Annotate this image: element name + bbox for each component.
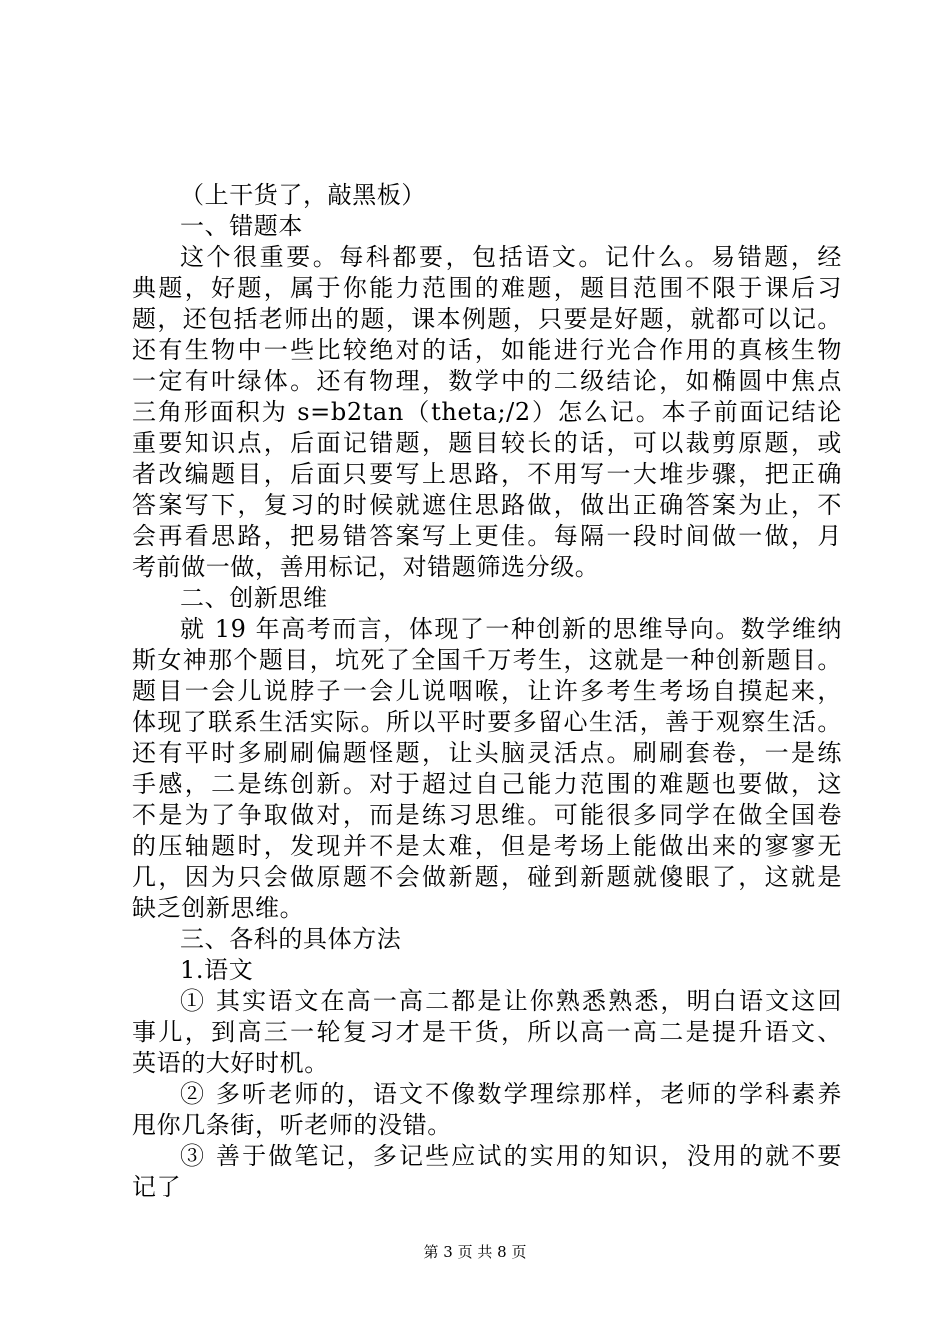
text-line: 题目一会儿说脖子一会儿说咽喉，让许多考生考场自摸起来，: [132, 677, 842, 705]
text-line: ① 其实语文在高一高二都是让你熟悉熟悉，明白语文这回: [180, 987, 842, 1015]
section-heading: 三、各科的具体方法: [180, 925, 402, 953]
text-line: （上干货了，敲黑板）: [180, 181, 426, 209]
text-line: 几，因为只会做原题不会做新题，碰到新题就傻眼了，这就是: [132, 863, 842, 891]
text-line: 斯女神那个题目，坑死了全国千万考生，这就是一种创新题目。: [132, 646, 842, 674]
page-number-footer: 第 3 页 共 8 页: [423, 1243, 527, 1261]
text-line: 三角形面积为 s=b2tan（theta;/2）怎么记。本子前面记结论: [132, 398, 842, 426]
text-line: 重要知识点，后面记错题，题目较长的话，可以裁剪原题，或: [132, 429, 842, 457]
section-heading: 一、错题本: [180, 212, 303, 240]
text-line: 这个很重要。每科都要，包括语文。记什么。易错题，经: [180, 243, 842, 271]
text-line: 体现了联系生活实际。所以平时要多留心生活，善于观察生活。: [132, 708, 842, 736]
text-line: 的压轴题时，发现并不是太难，但是考场上能做出来的寥寥无: [132, 832, 842, 860]
text-line: 会再看思路，把易错答案写上更佳。每隔一段时间做一做，月: [132, 522, 842, 550]
text-line: 者改编题目，后面只要写上思路，不用写一大堆步骤，把正确: [132, 460, 842, 488]
text-line: 还有平时多刷刷偏题怪题，让头脑灵活点。刷刷套卷，一是练: [132, 739, 842, 767]
text-line: 缺乏创新思维。: [132, 894, 305, 922]
text-line: 甩你几条街，听老师的没错。: [132, 1111, 452, 1139]
section-heading: 二、创新思维: [180, 584, 328, 612]
text-line: ② 多听老师的，语文不像数学理综那样，老师的学科素养: [180, 1080, 842, 1108]
text-line: 就 19 年高考而言，体现了一种创新的思维导向。数学维纳: [180, 615, 842, 643]
text-line: ③ 善于做笔记，多记些应试的实用的知识，没用的就不要: [180, 1142, 842, 1170]
text-line: 典题，好题，属于你能力范围的难题，题目范围不限于课后习: [132, 274, 842, 302]
text-line: 一定有叶绿体。还有物理，数学中的二级结论，如椭圆中焦点: [132, 367, 842, 395]
text-line: 手感，二是练创新。对于超过自己能力范围的难题也要做，这: [132, 770, 842, 798]
text-line: 英语的大好时机。: [132, 1049, 329, 1077]
text-line: 记了: [132, 1173, 182, 1201]
text-line: 题，还包括老师出的题，课本例题，只要是好题，就都可以记。: [132, 305, 842, 333]
subsection-heading: 1.语文: [180, 956, 254, 984]
text-line: 还有生物中一些比较绝对的话，如能进行光合作用的真核生物: [132, 336, 842, 364]
text-line: 答案写下，复习的时候就遮住思路做，做出正确答案为止，不: [132, 491, 842, 519]
text-line: 不是为了争取做对，而是练习思维。可能很多同学在做全国卷: [132, 801, 842, 829]
text-line: 事儿，到高三一轮复习才是干货，所以高一高二是提升语文、: [132, 1018, 842, 1046]
text-line: 考前做一做，善用标记，对错题筛选分级。: [132, 553, 600, 581]
